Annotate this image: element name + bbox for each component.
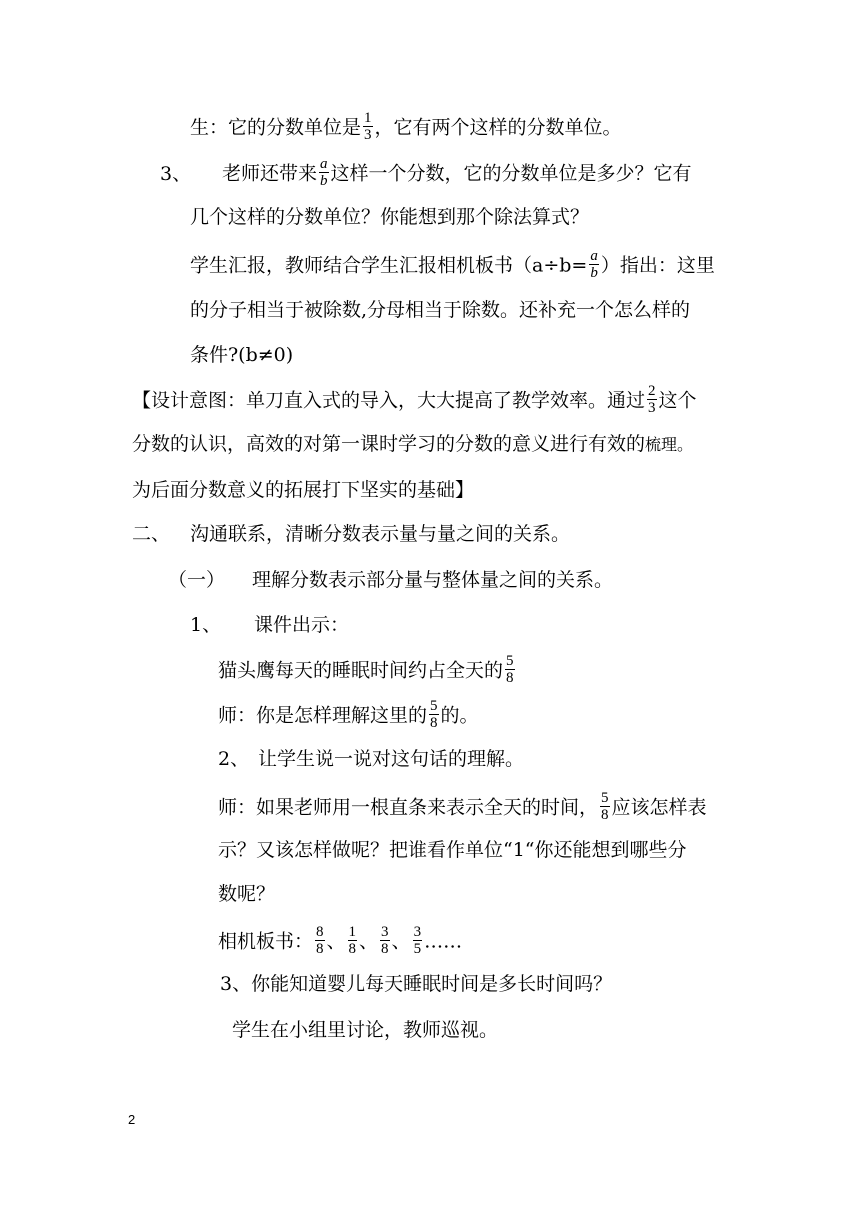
text-line-18: 数呢？: [218, 883, 276, 905]
fraction: $\frac{3}{5}$: [413, 924, 422, 957]
fraction: $\frac{2}{3}$: [648, 383, 656, 416]
text-line-14: 师：你是怎样理解这里的 $\frac{5}{8}$ 的。: [218, 698, 479, 731]
fraction: $\frac{5}{8}$: [506, 653, 514, 686]
section-heading-2: 二、 沟通联系，清晰分数表示量与量之间的关系。: [132, 523, 571, 545]
subsection-heading-1: （一） 理解分数表示部分量与整体量之间的关系。: [168, 569, 614, 591]
text-line-17: 示？又该怎样做呢？把谁看作单位“1“你还能想到哪些分: [218, 839, 687, 861]
text-line-3: 几个这样的分数单位？你能想到那个除法算式？: [190, 206, 590, 228]
text-line-13: 猫头鹰每天的睡眠时间约占全天的 $\frac{5}{8}$: [218, 653, 514, 686]
fraction: $\frac{1}{8}$: [348, 924, 357, 957]
fraction: $\frac{1}{3}$: [364, 110, 372, 143]
page-number: 2: [128, 1112, 136, 1127]
fraction: $\frac{5}{8}$: [601, 790, 609, 823]
text-line-5: 的分子相当于被除数,分母相当于除数。还补充一个怎么样的: [190, 299, 691, 321]
fraction: $\frac{3}{8}$: [381, 924, 389, 957]
text-line-1: 生：它的分数单位是 $\frac{1}{3}$ ，它有两个这样的分数单位。: [190, 110, 622, 143]
text-line-2: 3、 老师还带来 $\frac{a}{b}$ 这样一个分数，它的分数单位是多少？它有: [160, 156, 692, 189]
item-heading-2: 2、 让学生说一说对这句话的理解。: [218, 748, 525, 770]
fraction: $\frac{a}{b}$: [590, 248, 598, 281]
text-line-9: 为后面分数意义的拓展打下坚实的基础】: [132, 479, 475, 501]
text-line-21: 学生在小组里讨论，教师巡视。: [232, 1019, 499, 1041]
fraction: $\frac{a}{b}$: [320, 156, 328, 189]
text-line-16: 师：如果老师用一根直条来表示全天的时间， $\frac{5}{8}$ 应该怎样表: [218, 790, 707, 823]
text-line-4: 学生汇报，教师结合学生汇报相机板书（a÷b= $\frac{a}{b}$ ）指出：这里: [190, 248, 715, 281]
text-line-19: 相机板书： $\frac{8}{8}$ 、 $\frac{1}{8}$ 、 $\frac{3}{8}$ 、 $\frac{3}{5}$ ……: [218, 924, 463, 957]
fraction: $\frac{5}{8}$: [430, 698, 438, 731]
item-heading-1: 1、 课件出示：: [190, 614, 350, 636]
text-line-6: 条件?(b≠0): [190, 344, 294, 366]
fraction: $\frac{8}{8}$: [316, 924, 324, 957]
text-line-8: 分数的认识，高效的对第一课时学习的分数的意义进行有效的梳理。: [132, 433, 694, 455]
text-line-7: 【设计意图：单刀直入式的导入，大大提高了教学效率。通过 $\frac{2}{3}$ 这个: [132, 383, 697, 416]
text-line-20: 3、你能知道婴儿每天睡眠时间是多长时间吗？: [220, 973, 613, 995]
